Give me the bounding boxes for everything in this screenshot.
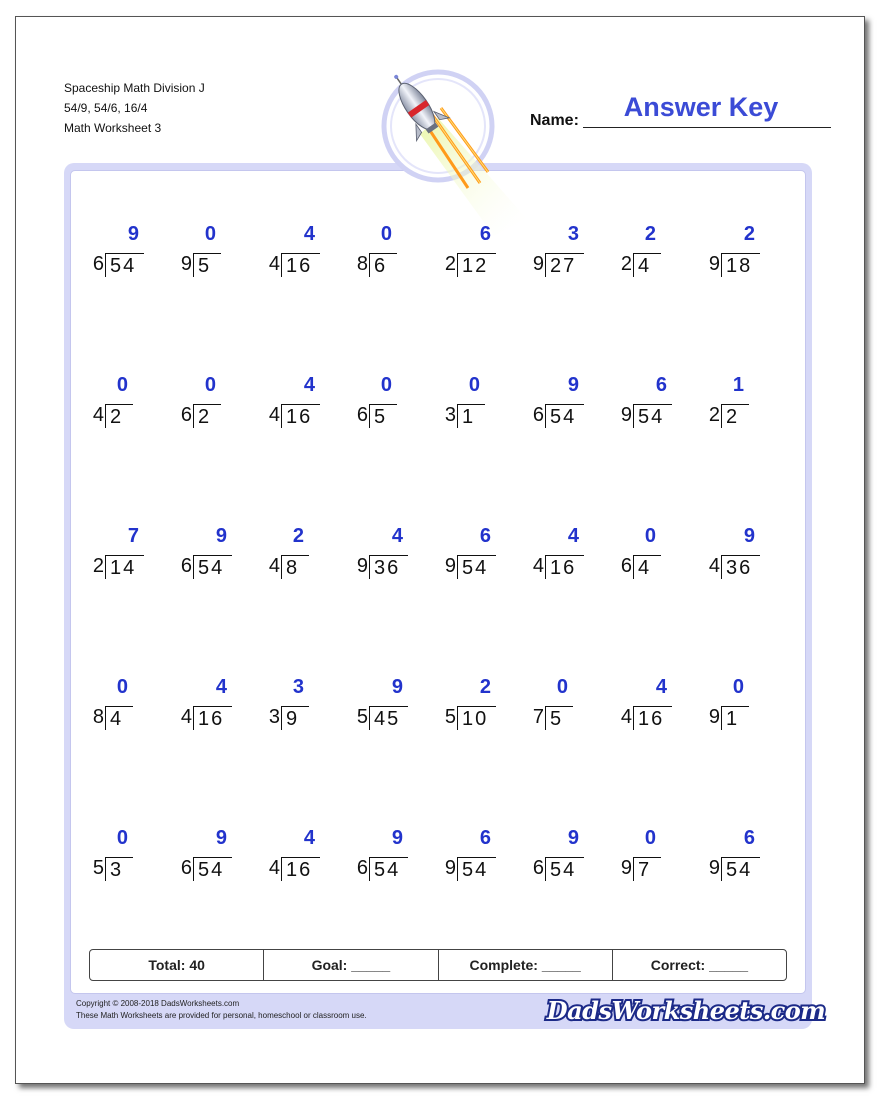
- divisor: 4: [268, 857, 280, 879]
- quotient: 9: [127, 223, 141, 245]
- divisor: 4: [268, 253, 280, 275]
- divisor: 9: [444, 857, 456, 879]
- dividend: 54: [545, 857, 584, 881]
- quotient: 0: [644, 827, 658, 849]
- dividend: 18: [721, 253, 760, 277]
- quotient: 2: [743, 223, 757, 245]
- divisor: 6: [532, 404, 544, 426]
- dividend: 16: [545, 555, 584, 579]
- division-problem: [516, 668, 604, 738]
- divisor: 9: [356, 555, 368, 577]
- dividend: 45: [369, 706, 408, 730]
- divisor: 9: [532, 253, 544, 275]
- quotient: 6: [479, 525, 493, 547]
- division-problem: [252, 819, 340, 889]
- divisor: 8: [92, 706, 104, 728]
- goal-cell: Goal: _____: [264, 950, 438, 980]
- division-problem: [340, 517, 428, 587]
- quotient: 2: [644, 223, 658, 245]
- dividend: 16: [281, 404, 320, 428]
- division-problem: [252, 366, 340, 436]
- divisor: 4: [708, 555, 720, 577]
- quotient: 6: [655, 374, 669, 396]
- divisor: 2: [620, 253, 632, 275]
- division-problem: [76, 819, 164, 889]
- total-cell: Total: 40: [90, 950, 264, 980]
- divisor: 4: [92, 404, 104, 426]
- division-problem: [340, 366, 428, 436]
- dividend: 14: [105, 555, 144, 579]
- divisor: 7: [532, 706, 544, 728]
- divisor: 2: [708, 404, 720, 426]
- quotient: 0: [644, 525, 658, 547]
- divisor: 8: [356, 253, 368, 275]
- copyright-notice: [76, 998, 367, 1022]
- quotient: 4: [215, 676, 229, 698]
- dividend: 6: [369, 253, 397, 277]
- division-problem: [252, 517, 340, 587]
- dividend: 4: [633, 253, 661, 277]
- divisor: 6: [356, 857, 368, 879]
- dividend: 27: [545, 253, 584, 277]
- quotient: 9: [215, 827, 229, 849]
- division-problem: [340, 215, 428, 285]
- division-problem: [340, 819, 428, 889]
- dividend: 2: [105, 404, 133, 428]
- divisor: 3: [268, 706, 280, 728]
- worksheet-subtitle: Math Worksheet 3: [64, 121, 162, 135]
- divisor: 9: [620, 404, 632, 426]
- divisor: 6: [180, 404, 192, 426]
- quotient: 0: [556, 676, 570, 698]
- dividend: 36: [721, 555, 760, 579]
- division-problem: [692, 517, 780, 587]
- divisor: 6: [620, 555, 632, 577]
- division-problem: [516, 819, 604, 889]
- division-problem: [604, 668, 692, 738]
- dividend: 54: [457, 555, 496, 579]
- divisor: 6: [356, 404, 368, 426]
- divisor: 6: [180, 555, 192, 577]
- worksheet-title: Spaceship Math Division J: [64, 81, 205, 95]
- dividend: 4: [633, 555, 661, 579]
- divisor: 4: [268, 404, 280, 426]
- quotient: 0: [380, 374, 394, 396]
- dividend: 16: [281, 253, 320, 277]
- dividend: 54: [369, 857, 408, 881]
- quotient: 4: [655, 676, 669, 698]
- worksheet-facts: 54/9, 54/6, 16/4: [64, 101, 148, 115]
- usage-line: These Math Worksheets are provided for personal, homeschool or classroom use.: [76, 1011, 367, 1020]
- divisor: 5: [356, 706, 368, 728]
- divisor: 5: [92, 857, 104, 879]
- division-problem: [692, 668, 780, 738]
- division-problem: [604, 366, 692, 436]
- name-line: [583, 127, 831, 128]
- worksheet-header: [64, 78, 205, 138]
- division-problem: [692, 366, 780, 436]
- dividend: 16: [281, 857, 320, 881]
- division-problem: [604, 517, 692, 587]
- dividend: 1: [457, 404, 485, 428]
- dadsworksheets-logo: [546, 992, 826, 1028]
- division-problem: [516, 517, 604, 587]
- division-problem: [428, 668, 516, 738]
- dividend: 54: [457, 857, 496, 881]
- division-problem: [164, 819, 252, 889]
- division-problem: [164, 215, 252, 285]
- division-problem: [516, 366, 604, 436]
- quotient: 9: [391, 827, 405, 849]
- quotient: 9: [391, 676, 405, 698]
- divisor: 6: [180, 857, 192, 879]
- dividend: 54: [193, 857, 232, 881]
- division-problem: [252, 215, 340, 285]
- division-problem: [428, 215, 516, 285]
- quotient: 4: [303, 827, 317, 849]
- division-problem: [428, 366, 516, 436]
- score-bar: [89, 949, 787, 981]
- quotient: 9: [567, 374, 581, 396]
- quotient: 9: [743, 525, 757, 547]
- quotient: 9: [567, 827, 581, 849]
- quotient: 4: [391, 525, 405, 547]
- quotient: 6: [479, 827, 493, 849]
- divisor: 9: [180, 253, 192, 275]
- divisor: 4: [620, 706, 632, 728]
- quotient: 6: [479, 223, 493, 245]
- quotient: 0: [380, 223, 394, 245]
- dividend: 5: [193, 253, 221, 277]
- quotient: 6: [743, 827, 757, 849]
- divisor: 3: [444, 404, 456, 426]
- quotient: 4: [567, 525, 581, 547]
- quotient: 0: [204, 223, 218, 245]
- division-problem: [164, 668, 252, 738]
- divisor: 4: [268, 555, 280, 577]
- division-problem: [428, 819, 516, 889]
- dividend: 36: [369, 555, 408, 579]
- correct-cell: Correct: _____: [650, 957, 749, 973]
- dividend: 54: [545, 404, 584, 428]
- quotient: 0: [116, 374, 130, 396]
- division-problem: [516, 215, 604, 285]
- division-problem: [76, 366, 164, 436]
- divisor: 9: [708, 857, 720, 879]
- dividend: 7: [633, 857, 661, 881]
- quotient: 0: [116, 676, 130, 698]
- quotient: 0: [468, 374, 482, 396]
- quotient: 1: [732, 374, 746, 396]
- quotient: 4: [303, 223, 317, 245]
- dividend: 9: [281, 706, 309, 730]
- quotient: 0: [116, 827, 130, 849]
- dividend: 54: [193, 555, 232, 579]
- quotient: 0: [732, 676, 746, 698]
- divisor: 6: [532, 857, 544, 879]
- division-problem: [428, 517, 516, 587]
- division-problem: [340, 668, 428, 738]
- dividend: 54: [721, 857, 760, 881]
- dividend: 1: [721, 706, 749, 730]
- divisor: 4: [532, 555, 544, 577]
- division-problem: [164, 366, 252, 436]
- dividend: 8: [281, 555, 309, 579]
- dividend: 5: [369, 404, 397, 428]
- dividend: 4: [105, 706, 133, 730]
- divisor: 9: [708, 706, 720, 728]
- quotient: 3: [567, 223, 581, 245]
- dividend: 2: [721, 404, 749, 428]
- dividend: 5: [545, 706, 573, 730]
- quotient: 2: [292, 525, 306, 547]
- division-problem: [164, 517, 252, 587]
- dividend: 16: [633, 706, 672, 730]
- rocket-icon: [376, 68, 536, 238]
- division-problem: [76, 668, 164, 738]
- quotient: 0: [204, 374, 218, 396]
- complete-cell: Complete: _____: [439, 950, 613, 980]
- quotient: 9: [215, 525, 229, 547]
- copyright-line: Copyright © 2008-2018 DadsWorksheets.com: [76, 999, 240, 1008]
- divisor: 6: [92, 253, 104, 275]
- dividend: 10: [457, 706, 496, 730]
- division-problem: [76, 517, 164, 587]
- divisor: 2: [444, 253, 456, 275]
- dividend: 16: [193, 706, 232, 730]
- divisor: 9: [444, 555, 456, 577]
- divisor: 9: [620, 857, 632, 879]
- division-problem: [604, 215, 692, 285]
- dividend: 54: [105, 253, 144, 277]
- svg-text:DadsWorksheets.com: DadsWorksheets.com: [546, 996, 826, 1025]
- divisor: 9: [708, 253, 720, 275]
- divisor: 5: [444, 706, 456, 728]
- division-problem: [76, 215, 164, 285]
- division-problem: [604, 819, 692, 889]
- division-problem: [252, 668, 340, 738]
- dividend: 2: [193, 404, 221, 428]
- quotient: 3: [292, 676, 306, 698]
- division-problem: [692, 819, 780, 889]
- division-problem: [692, 215, 780, 285]
- quotient: 4: [303, 374, 317, 396]
- dividend: 12: [457, 253, 496, 277]
- dividend: 54: [633, 404, 672, 428]
- quotient: 7: [127, 525, 141, 547]
- answer-key-label: Answer Key: [623, 92, 779, 122]
- divisor: 4: [180, 706, 192, 728]
- name-label: Name:: [530, 112, 579, 129]
- dividend: 3: [105, 857, 133, 881]
- divisor: 2: [92, 555, 104, 577]
- quotient: 2: [479, 676, 493, 698]
